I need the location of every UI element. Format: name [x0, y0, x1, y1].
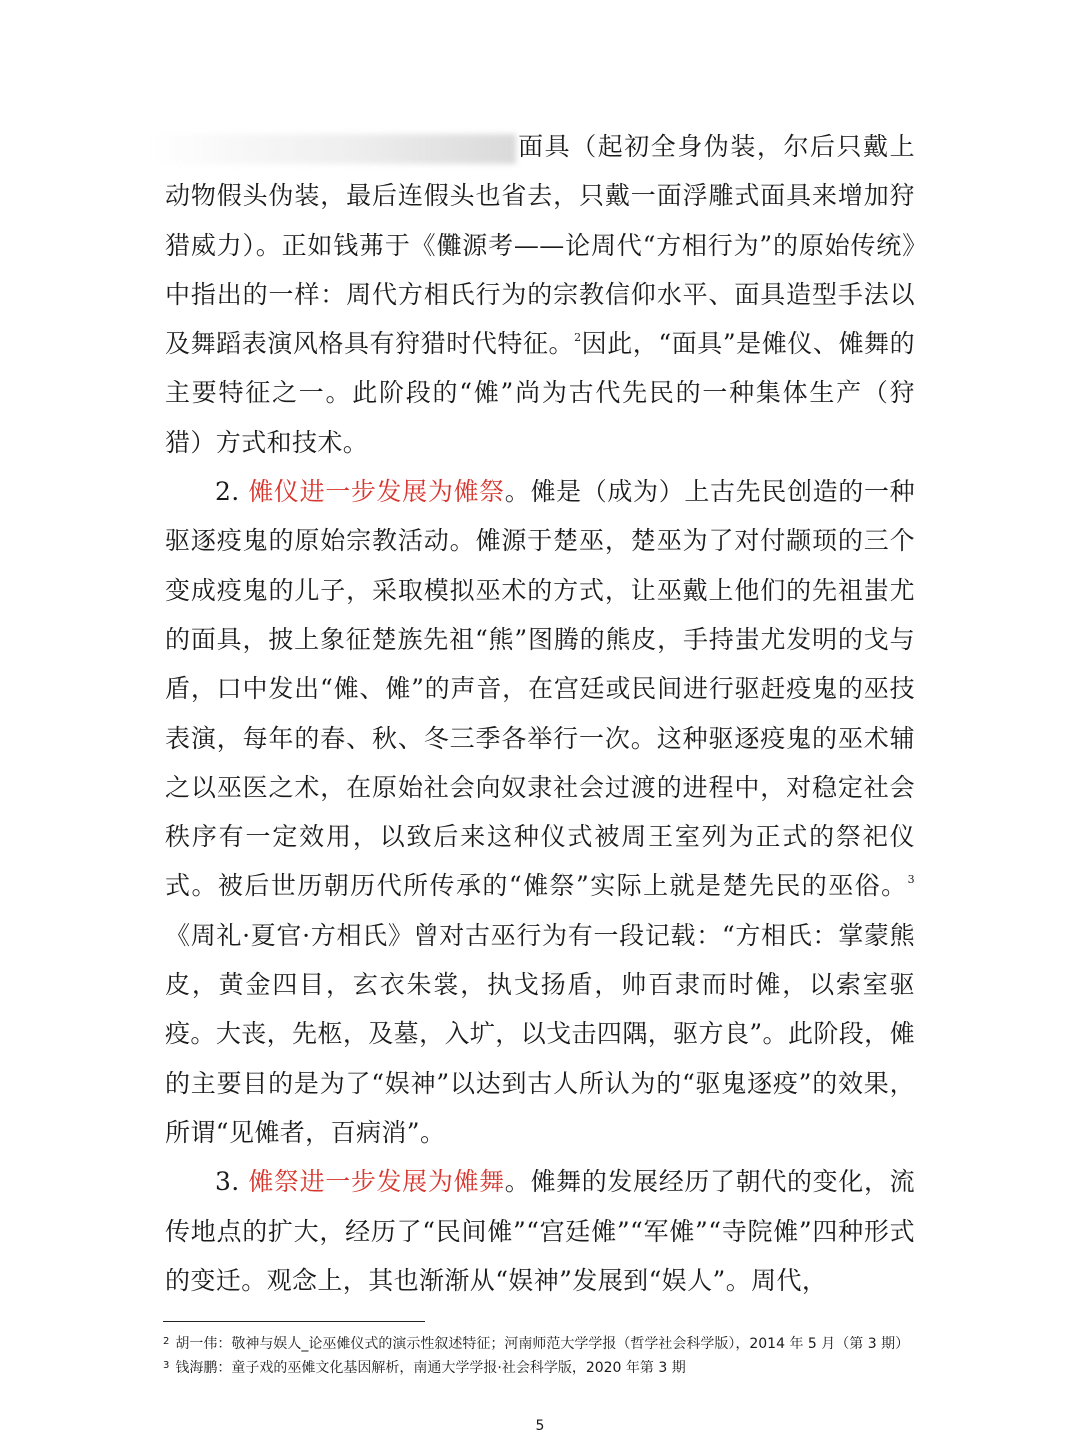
paragraph-2: 2. 傩仪进一步发展为傩祭。傩是（成为）上古先民创造的一种驱逐疫鬼的原始宗教活动。傩源于楚巫，楚巫为了对付颛顼的三个变成疫鬼的儿子，采取模拟巫术的方式，让巫戴上他们的先祖蚩尤的面具，披上象征楚族先祖“熊”图腾的熊皮，手持蚩尤发明的戈与盾，口中发出“傩、傩”的声音，在宫廷或民间进行驱赶疫鬼的巫技表演，每年的春、秋、冬三季各举行一次。这种驱逐疫鬼的巫术辅之以巫医之术，在原始社会向奴隶社会过渡的进程中，对稳定社会秩序有一定效用，以致后来这种仪式被周王室列为正式的祭祀仪式。被后世历朝历代所传承的“傩祭”实际上就是楚先民的巫俗。$^3$《周礼·夏官·方相氏》曾对古巫行为有一段记载：“方相氏：掌蒙熊皮，黄金四目，玄衣朱裳，执戈扬盾，帅百隶而时傩，以索室驱疫。大丧，先柩，及墓，入圹，以戈击四隅，驱方良”。此阶段，傩的主要目的是为了“娱神”以达到古人所认为的“驱鬼逐疫”的效果，所谓“见傩者，百病消”。: [165, 477, 915, 1147]
body-text: [165, 122, 915, 1305]
section-heading-3: 傩祭进一步发展为傩舞: [248, 1167, 505, 1197]
footnote-ref-2[interactable]: 2: [574, 331, 582, 345]
page-number: 5: [535, 1418, 545, 1434]
footnotes: [163, 1331, 923, 1379]
paragraph-1: 面具（起初全身伪装，尔后只戴上动物假头伪装，最后连假头也省去，只戴一面浮雕式面具来增加狩猎威力）。正如钱茀于《儺源考——论周代“方相行为”的原始传统》中指出的一样：周代方相氏行为的宗教信仰水平、面具造型手法以及舞蹈表演风格具有狩猎时代特征。$^2$因此，“面具”是傩仪、傩舞的主要特征之一。此阶段的“傩”尚为古代先民的一种集体生产（狩猎）方式和技术。: [165, 132, 915, 457]
footnote-3: $^3$ 钱海鹏：童子戏的巫傩文化基因解析，南通大学学报·社会科学版，2020 年第 3 期: [163, 1360, 686, 1376]
paragraph-3: 3. 傩祭进一步发展为傩舞。傩舞的发展经历了朝代的变化，流传地点的扩大，经历了“民间傩”“宫廷傩”“军傩”“寺院傩”四种形式的变迁。观念上，其也渐渐从“娱神”发展到“娱人”。周代，: [165, 1167, 915, 1295]
footnote-separator: [163, 1321, 425, 1322]
footnote-2: $^2$ 胡一伟：敬神与娱人_论巫傩仪式的演示性叙述特征；河南师范大学学报（哲学社会科学版），2014 年 5 月（第 3 期）: [163, 1336, 910, 1352]
footnote-ref-3[interactable]: 3: [907, 873, 915, 887]
section-heading-2: 傩仪进一步发展为傩祭: [248, 477, 505, 507]
